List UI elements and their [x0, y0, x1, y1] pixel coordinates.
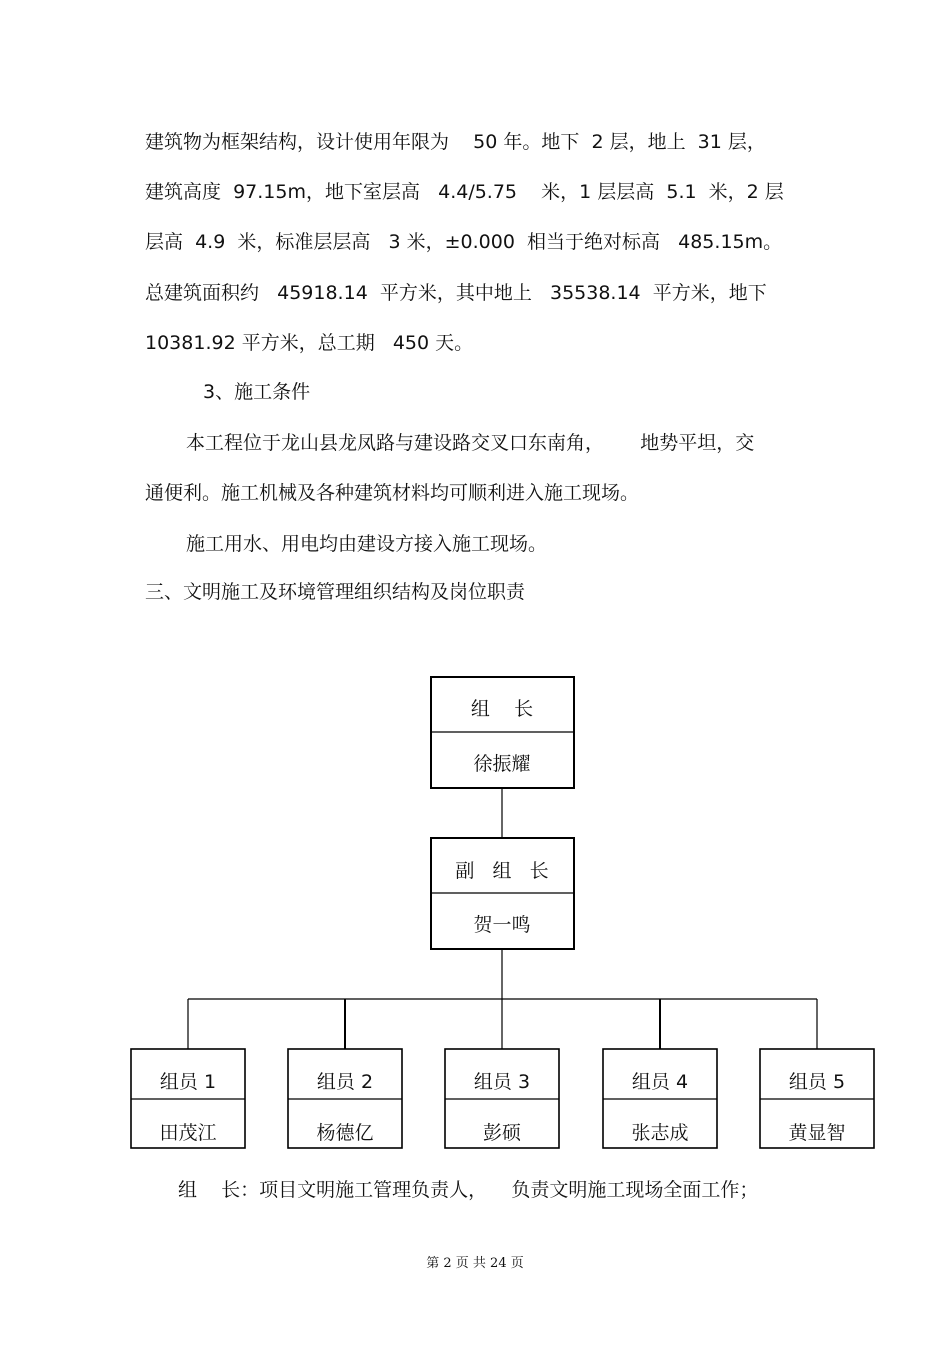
section-heading-construction-conditions: 3、施工条件 — [203, 381, 311, 403]
duty-description-leader: 组 长：项目文明施工管理负责人， 负责文明施工现场全面工作； — [178, 1179, 759, 1201]
body-line-5: 10381.92 平方米，总工期 450 天。 — [145, 332, 474, 354]
member-title-1: 组员 1 — [159, 1071, 217, 1093]
member-title-2: 组员 2 — [316, 1071, 374, 1093]
body-line-3: 层高 4.9 米，标准层层高 3 米，±0.000 相当于绝对标高 485.15m。 — [145, 231, 783, 253]
member-name-1: 田茂江 — [159, 1122, 217, 1144]
deputy-title: 副 组 长 — [455, 860, 549, 882]
leader-title: 组 长 — [470, 698, 534, 720]
condition-line-1: 本工程位于龙山县龙凤路与建设路交叉口东南角， 地势平坦，交 — [186, 432, 755, 454]
member-name-4: 张志成 — [631, 1122, 689, 1144]
member-title-3: 组员 3 — [473, 1071, 531, 1093]
section-heading-org-structure: 三、文明施工及环境管理组织结构及岗位职责 — [145, 581, 526, 603]
member-name-5: 黄显智 — [788, 1122, 846, 1144]
body-line-4: 总建筑面积约 45918.14 平方米，其中地上 35538.14 平方米，地下 — [145, 282, 767, 304]
condition-line-3: 施工用水、用电均由建设方接入施工现场。 — [186, 533, 548, 555]
condition-line-2: 通便利。施工机械及各种建筑材料均可顺利进入施工现场。 — [145, 482, 640, 504]
leader-name: 徐振耀 — [473, 753, 531, 775]
page-footer: 第 2 页 共 24 页 — [426, 1256, 524, 1271]
body-line-2: 建筑高度 97.15m，地下室层高 4.4/5.75 米，1 层层高 5.1 米，2 层 — [145, 181, 784, 203]
body-line-1: 建筑物为框架结构，设计使用年限为 50 年。地下 2 层，地上 31 层， — [145, 131, 766, 153]
member-title-5: 组员 5 — [788, 1071, 846, 1093]
member-name-3: 彭硕 — [482, 1122, 522, 1144]
deputy-name: 贺一鸣 — [473, 914, 531, 936]
member-title-4: 组员 4 — [631, 1071, 689, 1093]
member-name-2: 杨德亿 — [316, 1122, 374, 1144]
